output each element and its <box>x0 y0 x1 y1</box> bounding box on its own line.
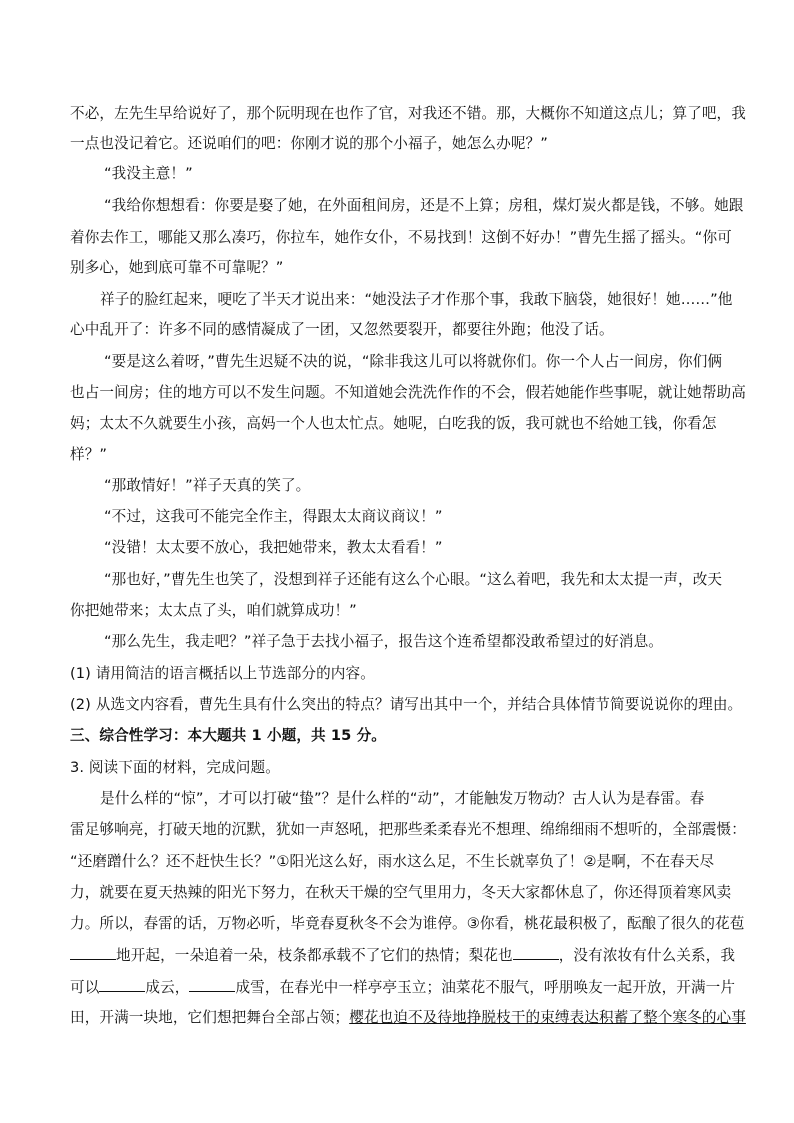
text-line: “不过，这我可不能完全作主，得跟太太商议商议！” <box>104 508 443 525</box>
text-line: 你把她带来；太太点了头，咱们就算成功！” <box>70 602 357 619</box>
text-line-with-blanks: 地开起，一朵追着一朵，枝条都承载不了它们的热情；梨花也 ，没有浓妆有什么关系，我 <box>70 945 735 966</box>
text-line: “要是这么着呀，”曹先生迟疑不决的说，“除非我这儿可以将就你们。你一个人占一间房，你们俩 <box>104 353 723 370</box>
text-line: 祥子的脸红起来，哽吃了半天才说出来：“她没法子才作那个事，我敢下脑袋，她很好！她……”他 <box>100 291 733 308</box>
text-line: “那么先生，我走吧？”祥子急于去找小福子，报告这个连希望都没敢希望过的好消息。 <box>104 633 663 650</box>
question-1: (1) 请用简洁的语言概括以上节选部分的内容。 <box>70 665 375 682</box>
section-heading: 三、综合性学习：本大题共 1 小题，共 15 分。 <box>70 727 386 744</box>
question-3: 3. 阅读下面的材料，完成问题。 <box>70 759 280 776</box>
text-line: “我没主意！” <box>104 165 193 182</box>
fill-blank[interactable] <box>513 945 559 960</box>
text-line: 是什么样的“惊”，才可以打破“蛰”？是什么样的“动”，才能触发万物动？古人认为是春雷。春 <box>100 790 705 807</box>
text-line: 力，就要在夏天热辣的阳光下努力，在秋天干燥的空气里用力，冬天大家都休息了，你还得顶着寒风卖 <box>70 884 732 901</box>
text-line: “那敢情好！”祥子天真的笑了。 <box>104 477 311 494</box>
text-line: 田，开满一块地，它们想把舞台全部占领；樱花也迫不及待地挣脱枝干的束缚表达积蓄了整个寒冬的心事 <box>70 1009 746 1026</box>
fill-blank[interactable] <box>99 977 145 992</box>
text-line: 样？” <box>70 446 108 463</box>
fill-blank[interactable] <box>70 945 116 960</box>
text-line: 不必，左先生早给说好了，那个阮明现在也作了官，对我还不错。那，大概你不知道这点儿；算了吧，我 <box>70 105 746 122</box>
text-line: 妈；太太不久就要生小孩，高妈一个人也太忙点。她呢，白吃我的饭，我可就也不给她工钱，你看怎 <box>70 415 717 432</box>
text-line: 心中乱开了：许多不同的感情凝成了一团，又忽然要裂开，都要往外跑；他没了话。 <box>70 321 614 338</box>
underlined-sentence: 樱花也迫不及待地挣脱枝干的束缚表达积蓄了整个寒冬的心事 <box>349 1009 746 1026</box>
text-line: “还磨蹭什么？还不赶快生长？”①阳光这么好，雨水这么足，不生长就辜负了！②是啊，不在春天尽 <box>70 853 715 870</box>
text-line: 雷足够响亮，打破天地的沉默，犹如一声怒吼，把那些柔柔春光不想理、绵绵细雨不想听的，全部震慑： <box>70 821 746 838</box>
text-line: “我给你想想看：你要是娶了她，在外面租间房，还是不上算；房租，煤灯炭火都是钱，不够。她跟 <box>104 197 744 214</box>
text-line: 力。所以，春雷的话，万物必听，毕竟春夏秋冬不会为谁停。③你看，桃花最积极了，酝酿了很久的花苞 <box>70 915 745 932</box>
text-line-with-blanks: 可以 成云， 成雪，在春光中一样亭亭玉立；油菜花不服气，呼朋唤友一起开放，开满一片 <box>70 979 736 996</box>
text-line: “那也好，”曹先生也笑了，没想到祥子还能有这么个心眼。“这么着吧，我先和太太提一声，改天 <box>104 571 723 588</box>
fill-blank[interactable] <box>189 977 235 992</box>
text-line: 也占一间房；住的地方可以不发生问题。不知道她会洗洗作作的不会，假若她能作些事呢，就让她帮助高 <box>70 384 746 401</box>
text-line: 一点也没记着它。还说咱们的吧：你刚才说的那个小福子，她怎么办呢？” <box>70 135 548 152</box>
text-line: “没错！太太要不放心，我把她带来，教太太看看！” <box>104 539 443 556</box>
question-2: (2) 从选文内容看，曹先生具有什么突出的特点？请写出其中一个，并结合具体情节简要说说你的理由。 <box>70 696 743 713</box>
text-line: 着你去作工，哪能又那么凑巧，你拉车，她作女仆，不易找到！这倒不好办！”曹先生摇了摇头。“你可 <box>70 229 732 246</box>
text-line: 别多心，她到底可靠不可靠呢？” <box>70 259 284 276</box>
